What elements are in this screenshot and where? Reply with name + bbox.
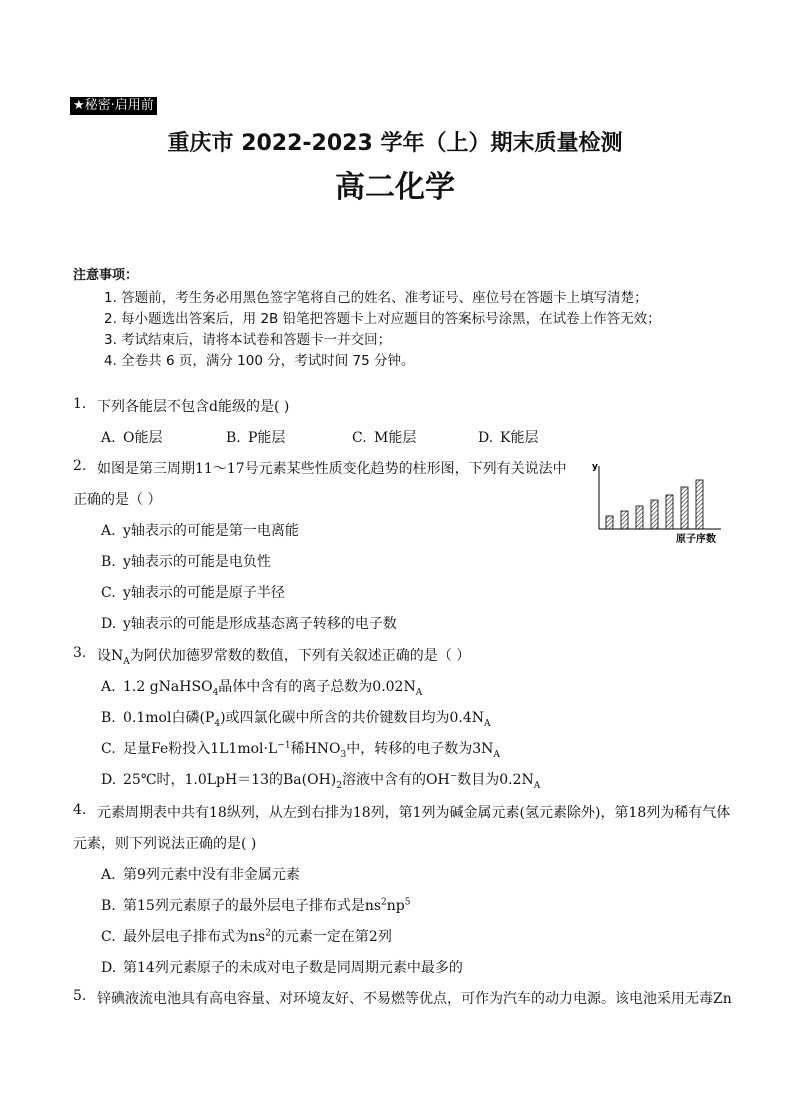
option-text: M能层 xyxy=(374,430,417,446)
question-stem: 下列各能层不包含d能级的是( ) xyxy=(97,399,290,415)
option-letter: D. xyxy=(101,616,117,632)
option-b: B. 0.1mol白磷$(P_4)$或四氯化碳中所含的共价键数目均为$0.4N_A$ xyxy=(101,710,491,729)
option-letter: D. xyxy=(478,430,494,446)
option-text: O能层 xyxy=(123,430,163,446)
option-letter: B. xyxy=(101,710,116,726)
option-text: y轴表示的可能是第一电离能 xyxy=(123,523,299,539)
question-number: 3. xyxy=(73,645,87,661)
option-letter: C. xyxy=(101,585,116,601)
confidential-badge: ★秘密·启用前 xyxy=(70,97,157,115)
option-a: A. 1.2 gNaHSO$_4$晶体中含有的离子总数为$0.02N_A$ xyxy=(101,679,423,698)
question-stem-cont: 正确的是（ ） xyxy=(73,492,162,508)
question-number: 5. xyxy=(73,988,87,1004)
option-text: y轴表示的可能是形成基态离子转移的电子数 xyxy=(123,616,397,632)
option-text: 第9列元素中没有非金属元素 xyxy=(123,867,300,883)
trend-bar-chart xyxy=(586,458,736,550)
bar xyxy=(606,516,613,529)
option-letter: C. xyxy=(101,741,116,757)
option-a xyxy=(101,864,300,884)
option-letter: A. xyxy=(101,867,116,883)
option-letter: C. xyxy=(101,929,116,945)
option-letter: D. xyxy=(101,772,117,788)
option-b xyxy=(101,551,271,571)
option-b: B. 第15列元素原子的最外层电子排布式是$ns^2np^5$ xyxy=(101,897,411,914)
option-text: y轴表示的可能是电负性 xyxy=(123,554,271,570)
option-text: 第14列元素原子的未成对电子数是同周期元素中最多的 xyxy=(123,960,463,976)
bar xyxy=(636,506,643,529)
option-letter: B. xyxy=(101,898,116,914)
option-d xyxy=(101,613,397,633)
option-c: C. 足量Fe粉投入$1L1mol\cdot L^{-1}$稀$HNO_3$中，转移的电子数为$3N_A$ xyxy=(101,740,500,760)
option-letter: A. xyxy=(101,679,116,695)
option-c xyxy=(101,582,285,602)
question-number: 4. xyxy=(73,802,87,818)
question-stem-cont: 元素，则下列说法正确的是( ) xyxy=(73,836,257,852)
option-a xyxy=(101,520,299,540)
exam-title: 重庆市 2022-2023 学年（上）期末质量检测 xyxy=(167,131,623,156)
bar xyxy=(621,511,628,529)
question-stem: 设$N_A$为阿伏加德罗常数的数值，下列有关叙述正确的是（ ） xyxy=(97,648,471,667)
notice-item: 3. 考试结束后，请将本试卷和答题卡一并交回； xyxy=(104,332,392,348)
option-text: K能层 xyxy=(500,430,539,446)
option-letter: A. xyxy=(101,523,116,539)
question-number: 1. xyxy=(73,396,87,412)
question-number: 2. xyxy=(73,458,87,474)
bar xyxy=(696,480,703,529)
option-b xyxy=(226,427,285,447)
option-d xyxy=(478,427,538,447)
bar xyxy=(681,487,688,529)
option-text: P能层 xyxy=(248,430,286,446)
notice-item: 1. 答题前，考生务必用黑色签字笔将自己的姓名、准考证号、座位号在答题卡上填写清楚； xyxy=(104,290,648,306)
bar xyxy=(651,500,658,529)
question-stem: 锌碘液流电池具有高电容量、对环境友好、不易燃等优点，可作为汽车的动力电源。该电池采用无毒Zn xyxy=(97,991,732,1007)
notice-item: 2. 每小题选出答案后，用 2B 铅笔把答题卡上对应题目的答案标号涂黑，在试卷上作答无效； xyxy=(104,311,661,327)
x-axis-label: 原子序数 xyxy=(676,534,716,545)
option-letter: B. xyxy=(226,430,241,446)
y-axis-label: y xyxy=(592,462,598,472)
option-letter: D. xyxy=(101,960,117,976)
option-a xyxy=(101,427,162,447)
notice-heading: 注意事项： xyxy=(73,268,139,283)
subject-title: 高二化学 xyxy=(335,170,455,205)
option-letter: B. xyxy=(101,554,116,570)
option-text: y轴表示的可能是原子半径 xyxy=(123,585,285,601)
bar xyxy=(666,495,673,529)
option-c: C. 最外层电子排布式为$ns^2$的元素一定在第2列 xyxy=(101,928,392,945)
notice-item: 4. 全卷共 6 页，满分 100 分，考试时间 75 分钟。 xyxy=(104,353,415,369)
option-letter: A. xyxy=(101,430,116,446)
question-stem: 元素周期表中共有18纵列，从左到右排为18列，第1列为碱金属元素(氢元素除外)，第18列为稀有气体 xyxy=(97,805,731,821)
option-d: D. 25℃时，1.0LpH＝13的$Ba(OH)_2$溶液中含有的OH−数目为$0.2N_A$ xyxy=(101,771,541,791)
question-stem: 如图是第三周期11～17号元素某些性质变化趋势的柱形图，下列有关说法中 xyxy=(97,461,567,477)
option-d xyxy=(101,957,463,977)
option-letter: C. xyxy=(352,430,367,446)
option-c xyxy=(352,427,416,447)
